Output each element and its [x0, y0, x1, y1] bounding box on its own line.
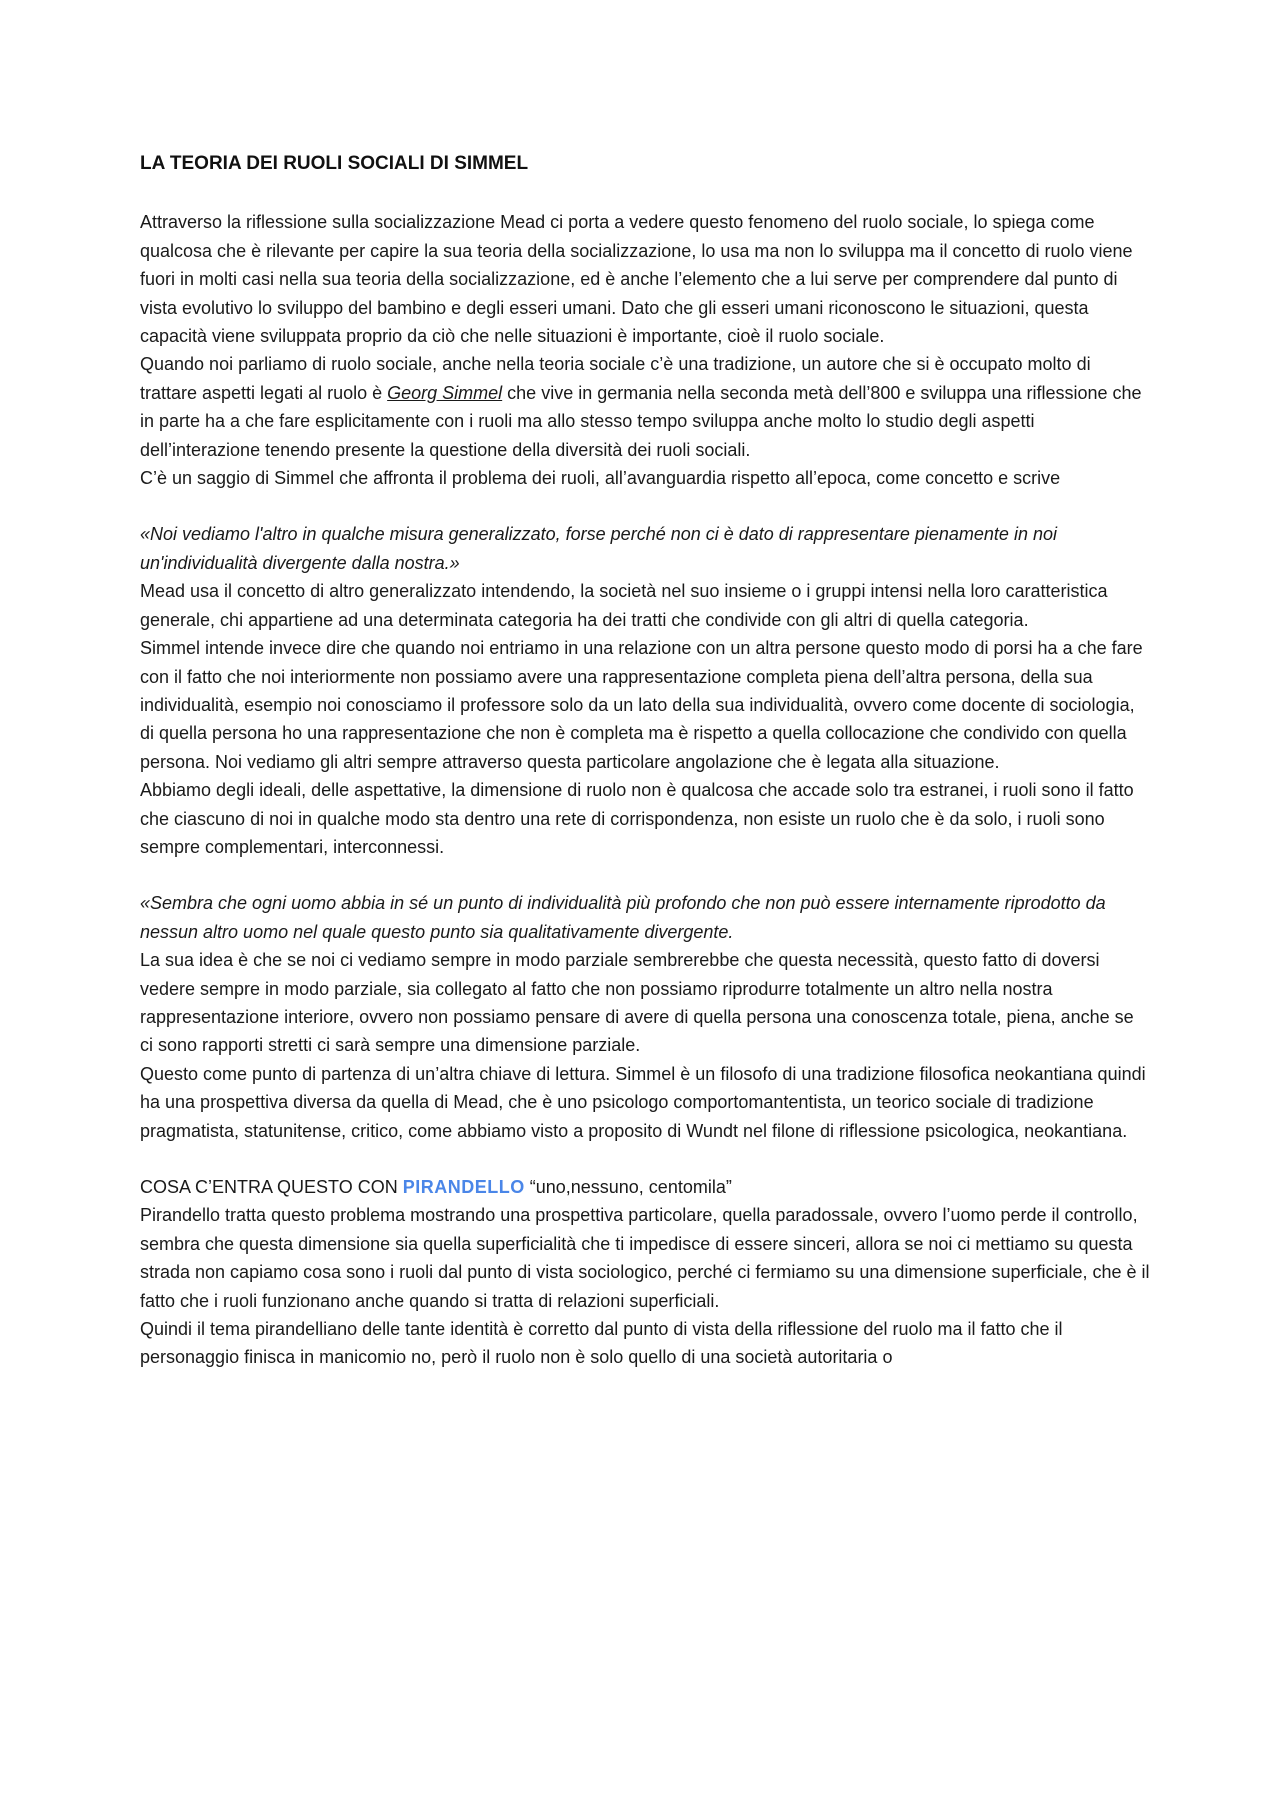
paragraph-1: Attraverso la riflessione sulla socializzazione Mead ci porta a vedere questo fenomeno del ruolo sociale, lo spiega come qualcosa che è rilevante per capire la sua teoria della socializzazione, lo usa ma non lo sviluppa ma il concetto di ruolo viene fuori in molti casi nella sua teoria della socializzazione, ed è anche l’elemento che a lui serve per comprendere dal punto di vista evolutivo lo sviluppo del bambino e degli esseri umani. Dato che gli esseri umani riconoscono le situazioni, questa capacità viene sviluppata proprio da ciò che nelle situazioni è importante, cioè il ruolo sociale.: [140, 212, 1133, 347]
section-heading-suffix: “uno,nessuno, centomila”: [524, 1177, 732, 1197]
paragraph-6: Abbiamo degli ideali, delle aspettative, la dimensione di ruolo non è qualcosa che accade solo tra estranei, i ruoli sono il fatto che ciascuno di noi in qualche modo sta dentro una rete di corrispondenza, non esiste un ruolo che è da solo, i ruoli sono sempre complementari, interconnessi.: [140, 780, 1134, 857]
georg-simmel-link[interactable]: Georg Simmel: [387, 382, 503, 403]
paragraph-2-end: che vive in germania nella seconda metà dell’800 e sviluppa una riflessione che in parte ha a che fare esplicitamente con i ruoli ma allo stesso tempo sviluppa anche molto lo studio degli aspetti dell’interazione tenendo presente la questione della diversità dei ruoli sociali.: [140, 382, 1142, 460]
document-page: [140, 150, 1150, 1372]
page-title: LA TEORIA DEI RUOLI SOCIALI DI SIMMEL: [140, 153, 529, 174]
paragraph-2: [140, 350, 1150, 464]
paragraph-7: La sua idea è che se noi ci vediamo sempre in modo parziale sembrerebbe che questa necessità, questo fatto di doversi vedere sempre in modo parziale, sia collegato al fatto che non possiamo riprodurre totalmente un altro nella nostra rappresentazione interiore, ovvero non possiamo pensare di avere di quella persona una conoscenza totale, piena, anche se ci sono rapporti stretti ci sarà sempre una dimensione parziale.: [140, 950, 1134, 1056]
quote-2: «Sembra che ogni uomo abbia in sé un punto di individualità più profondo che non può essere internamente riprodotto da nessun altro uomo nel quale questo punto sia qualitativamente divergente.: [140, 893, 1106, 942]
paragraph-3: C’è un saggio di Simmel che affronta il problema dei ruoli, all’avanguardia rispetto all’epoca, come concetto e scrive: [140, 468, 1061, 489]
paragraph-8: Questo come punto di partenza di un’altra chiave di lettura. Simmel è un filosofo di una tradizione filosofica neokantiana quindi ha una prospettiva diversa da quella di Mead, che è uno psicologo comportomantentista, un teorico sociale di tradizione pragmatista, statunitense, critico, come abbiamo visto a proposito di Wundt nel filone di riflessione psicologica, neokantiana.: [140, 1063, 1146, 1141]
paragraph-10: Quindi il tema pirandelliano delle tante identità è corretto dal punto di vista della riflessione del ruolo ma il fatto che il personaggio finisca in manicomio no, però il ruolo non è solo quello di una società autoritaria o: [140, 1319, 1063, 1368]
section-heading-prefix: COSA C’ENTRA QUESTO CON: [140, 1177, 403, 1197]
paragraph-9: Pirandello tratta questo problema mostrando una prospettiva particolare, quella paradossale, ovvero l’uomo perde il controllo, sembra che questa dimensione sia quella superficialità che ti impedisce di essere sinceri, allora se noi ci mettiamo su questa strada non capiamo cosa sono i ruoli dal punto di vista sociologico, perché ci fermiamo su una dimensione superficiale, che è il fatto che i ruoli funzionano anche quando si tratta di relazioni superficiali.: [140, 1205, 1150, 1311]
pirandello-highlight: PIRANDELLO: [402, 1177, 525, 1197]
paragraph-2-start: Quando noi parliamo di ruolo sociale, anche nella teoria sociale c’è una tradizione, un autore che si è occupato molto di trattare aspetti legati al ruolo è: [140, 354, 1091, 403]
quote-1: «Noi vediamo l'altro in qualche misura generalizzato, forse perché non ci è dato di rappresentare pienamente in noi un'individualità divergente dalla nostra.»: [140, 524, 1057, 573]
paragraph-5: Simmel intende invece dire che quando noi entriamo in una relazione con un altra persone questo modo di porsi ha a che fare con il fatto che noi interiormente non possiamo avere una rappresentazione completa piena dell’altra persona, della sua individualità, esempio noi conosciamo il professore solo da un lato della sua individualità, ovvero come docente di sociologia, di quella persona ho una rappresentazione che non è completa ma è rispetto a quella collocazione che condivido con quella persona. Noi vediamo gli altri sempre attraverso questa particolare angolazione che è legata alla situazione.: [140, 638, 1143, 772]
paragraph-4: Mead usa il concetto di altro generalizzato intendendo, la società nel suo insieme o i gruppi intensi nella loro caratteristica generale, chi appartiene ad una determinata categoria ha dei tratti che condivide con gli altri di quella categoria.: [140, 581, 1108, 630]
section-heading-pirandello: [140, 1173, 1150, 1201]
